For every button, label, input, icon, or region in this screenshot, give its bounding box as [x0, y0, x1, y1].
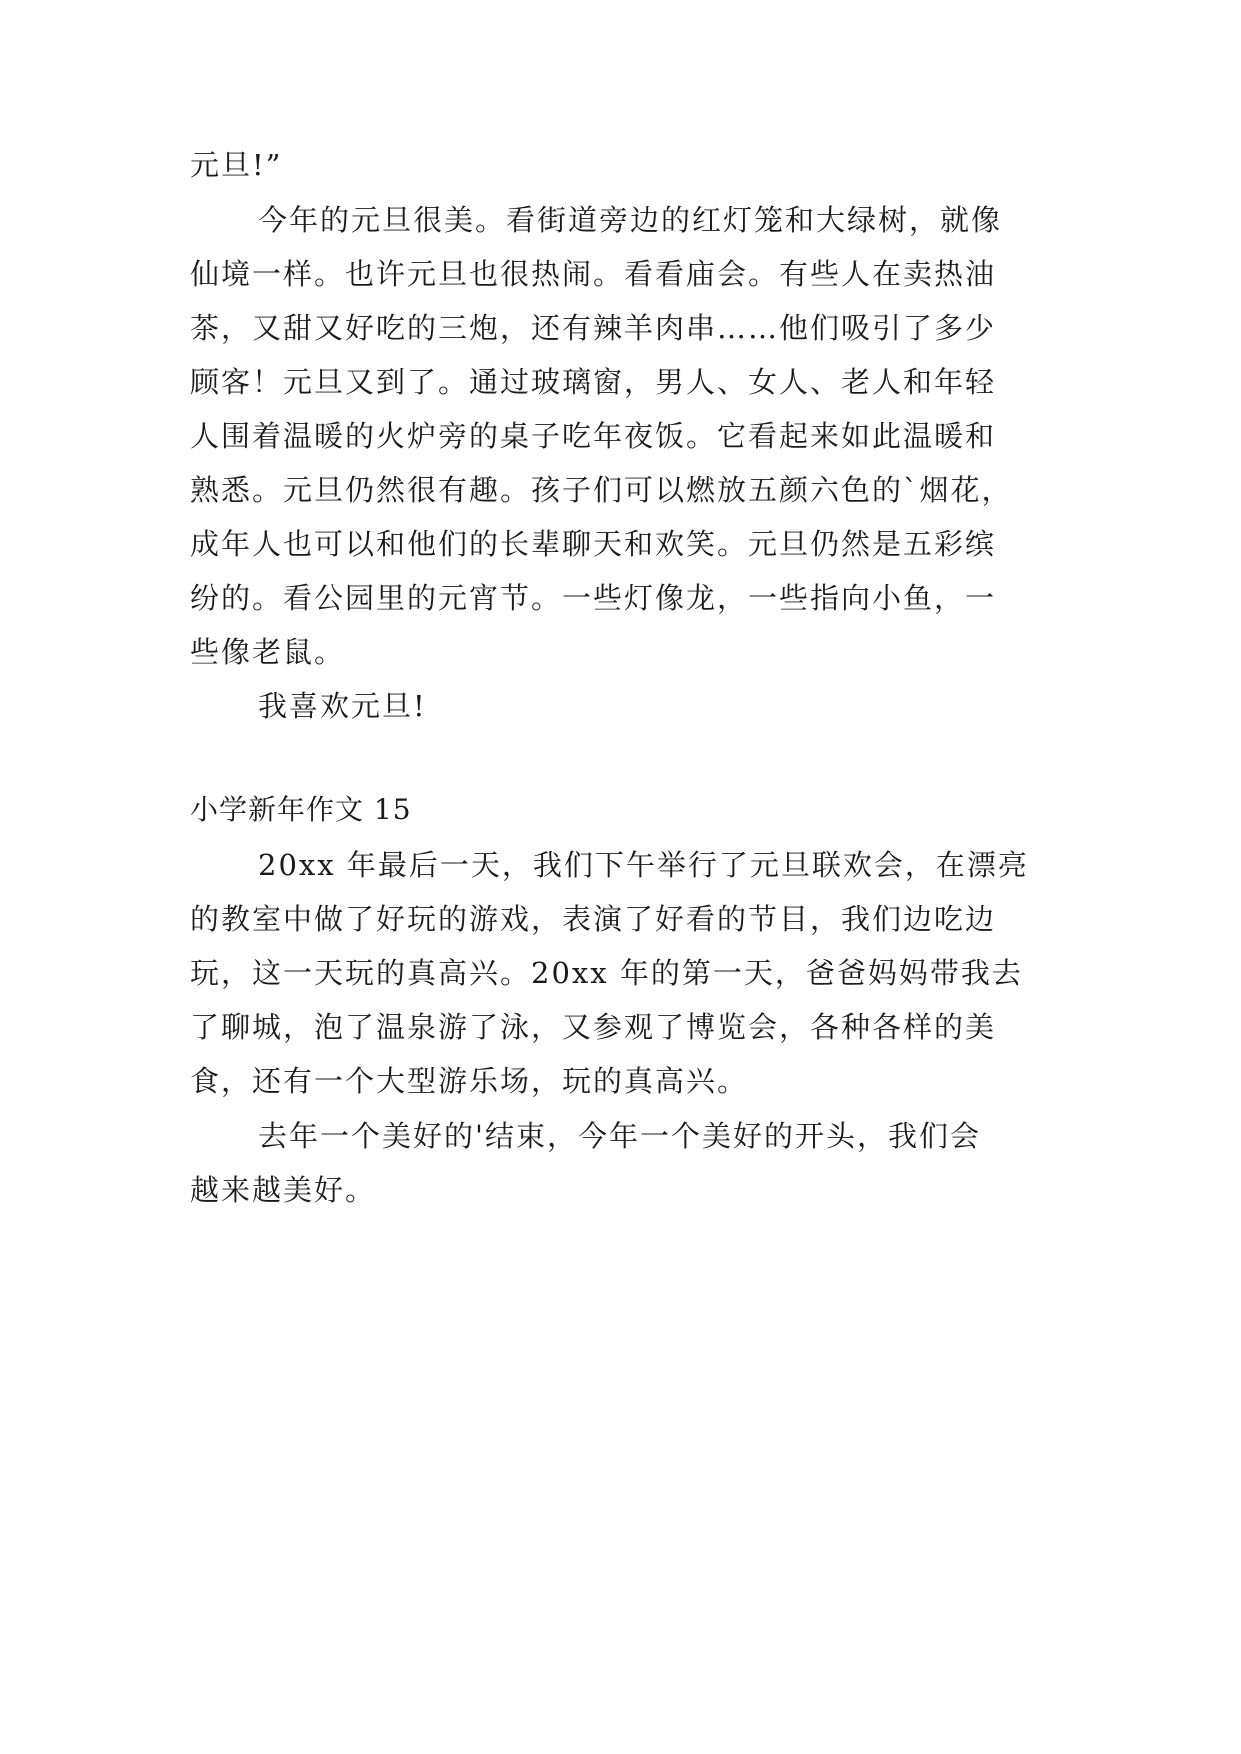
- paragraph-line: 元旦!”: [190, 148, 283, 182]
- section-heading: 小学新年作文 15: [190, 793, 412, 826]
- paragraph-line: 仙境一样。也许元旦也很热闹。看看庙会。有些人在卖热油: [190, 257, 997, 291]
- paragraph-line: 今年的元旦很美。看街道旁边的红灯笼和大绿树，就像: [258, 203, 1003, 237]
- paragraph-line: 食，还有一个大型游乐场，玩的真高兴。: [190, 1064, 749, 1098]
- paragraph-line: 人围着温暖的火炉旁的桌子吃年夜饭。它看起来如此温暖和: [190, 419, 997, 453]
- paragraph-line: 越来越美好。: [190, 1173, 377, 1207]
- paragraph-line: 20xx 年最后一天，我们下午举行了元旦联欢会，在漂亮: [258, 848, 1029, 882]
- paragraph-line: 熟悉。元旦仍然很有趣。孩子们可以燃放五颜六色的`烟花，: [190, 473, 1013, 507]
- paragraph-line: 茶，又甜又好吃的三炮，还有辣羊肉串……他们吸引了多少: [190, 311, 997, 345]
- paragraph-line: 我喜欢元旦!: [258, 689, 427, 723]
- paragraph-line: 顾客！元旦又到了。通过玻璃窗，男人、女人、老人和年轻: [190, 365, 997, 399]
- paragraph-line: 了聊城，泡了温泉游了泳，又参观了博览会，各种各样的美: [190, 1010, 997, 1044]
- paragraph-line: 些像老鼠。: [190, 635, 346, 669]
- paragraph-line: 的教室中做了好玩的游戏，表演了好看的节目，我们边吃边: [190, 902, 997, 936]
- paragraph-line: 玩，这一天玩的真高兴。20xx 年的第一天，爸爸妈妈带我去: [190, 956, 1023, 990]
- paragraph-line: 去年一个美好的'结束，今年一个美好的开头，我们会: [258, 1119, 981, 1153]
- paragraph-line: 纷的。看公园里的元宵节。一些灯像龙，一些指向小鱼，一: [190, 581, 997, 615]
- paragraph-line: 成年人也可以和他们的长辈聊天和欢笑。元旦仍然是五彩缤: [190, 527, 997, 561]
